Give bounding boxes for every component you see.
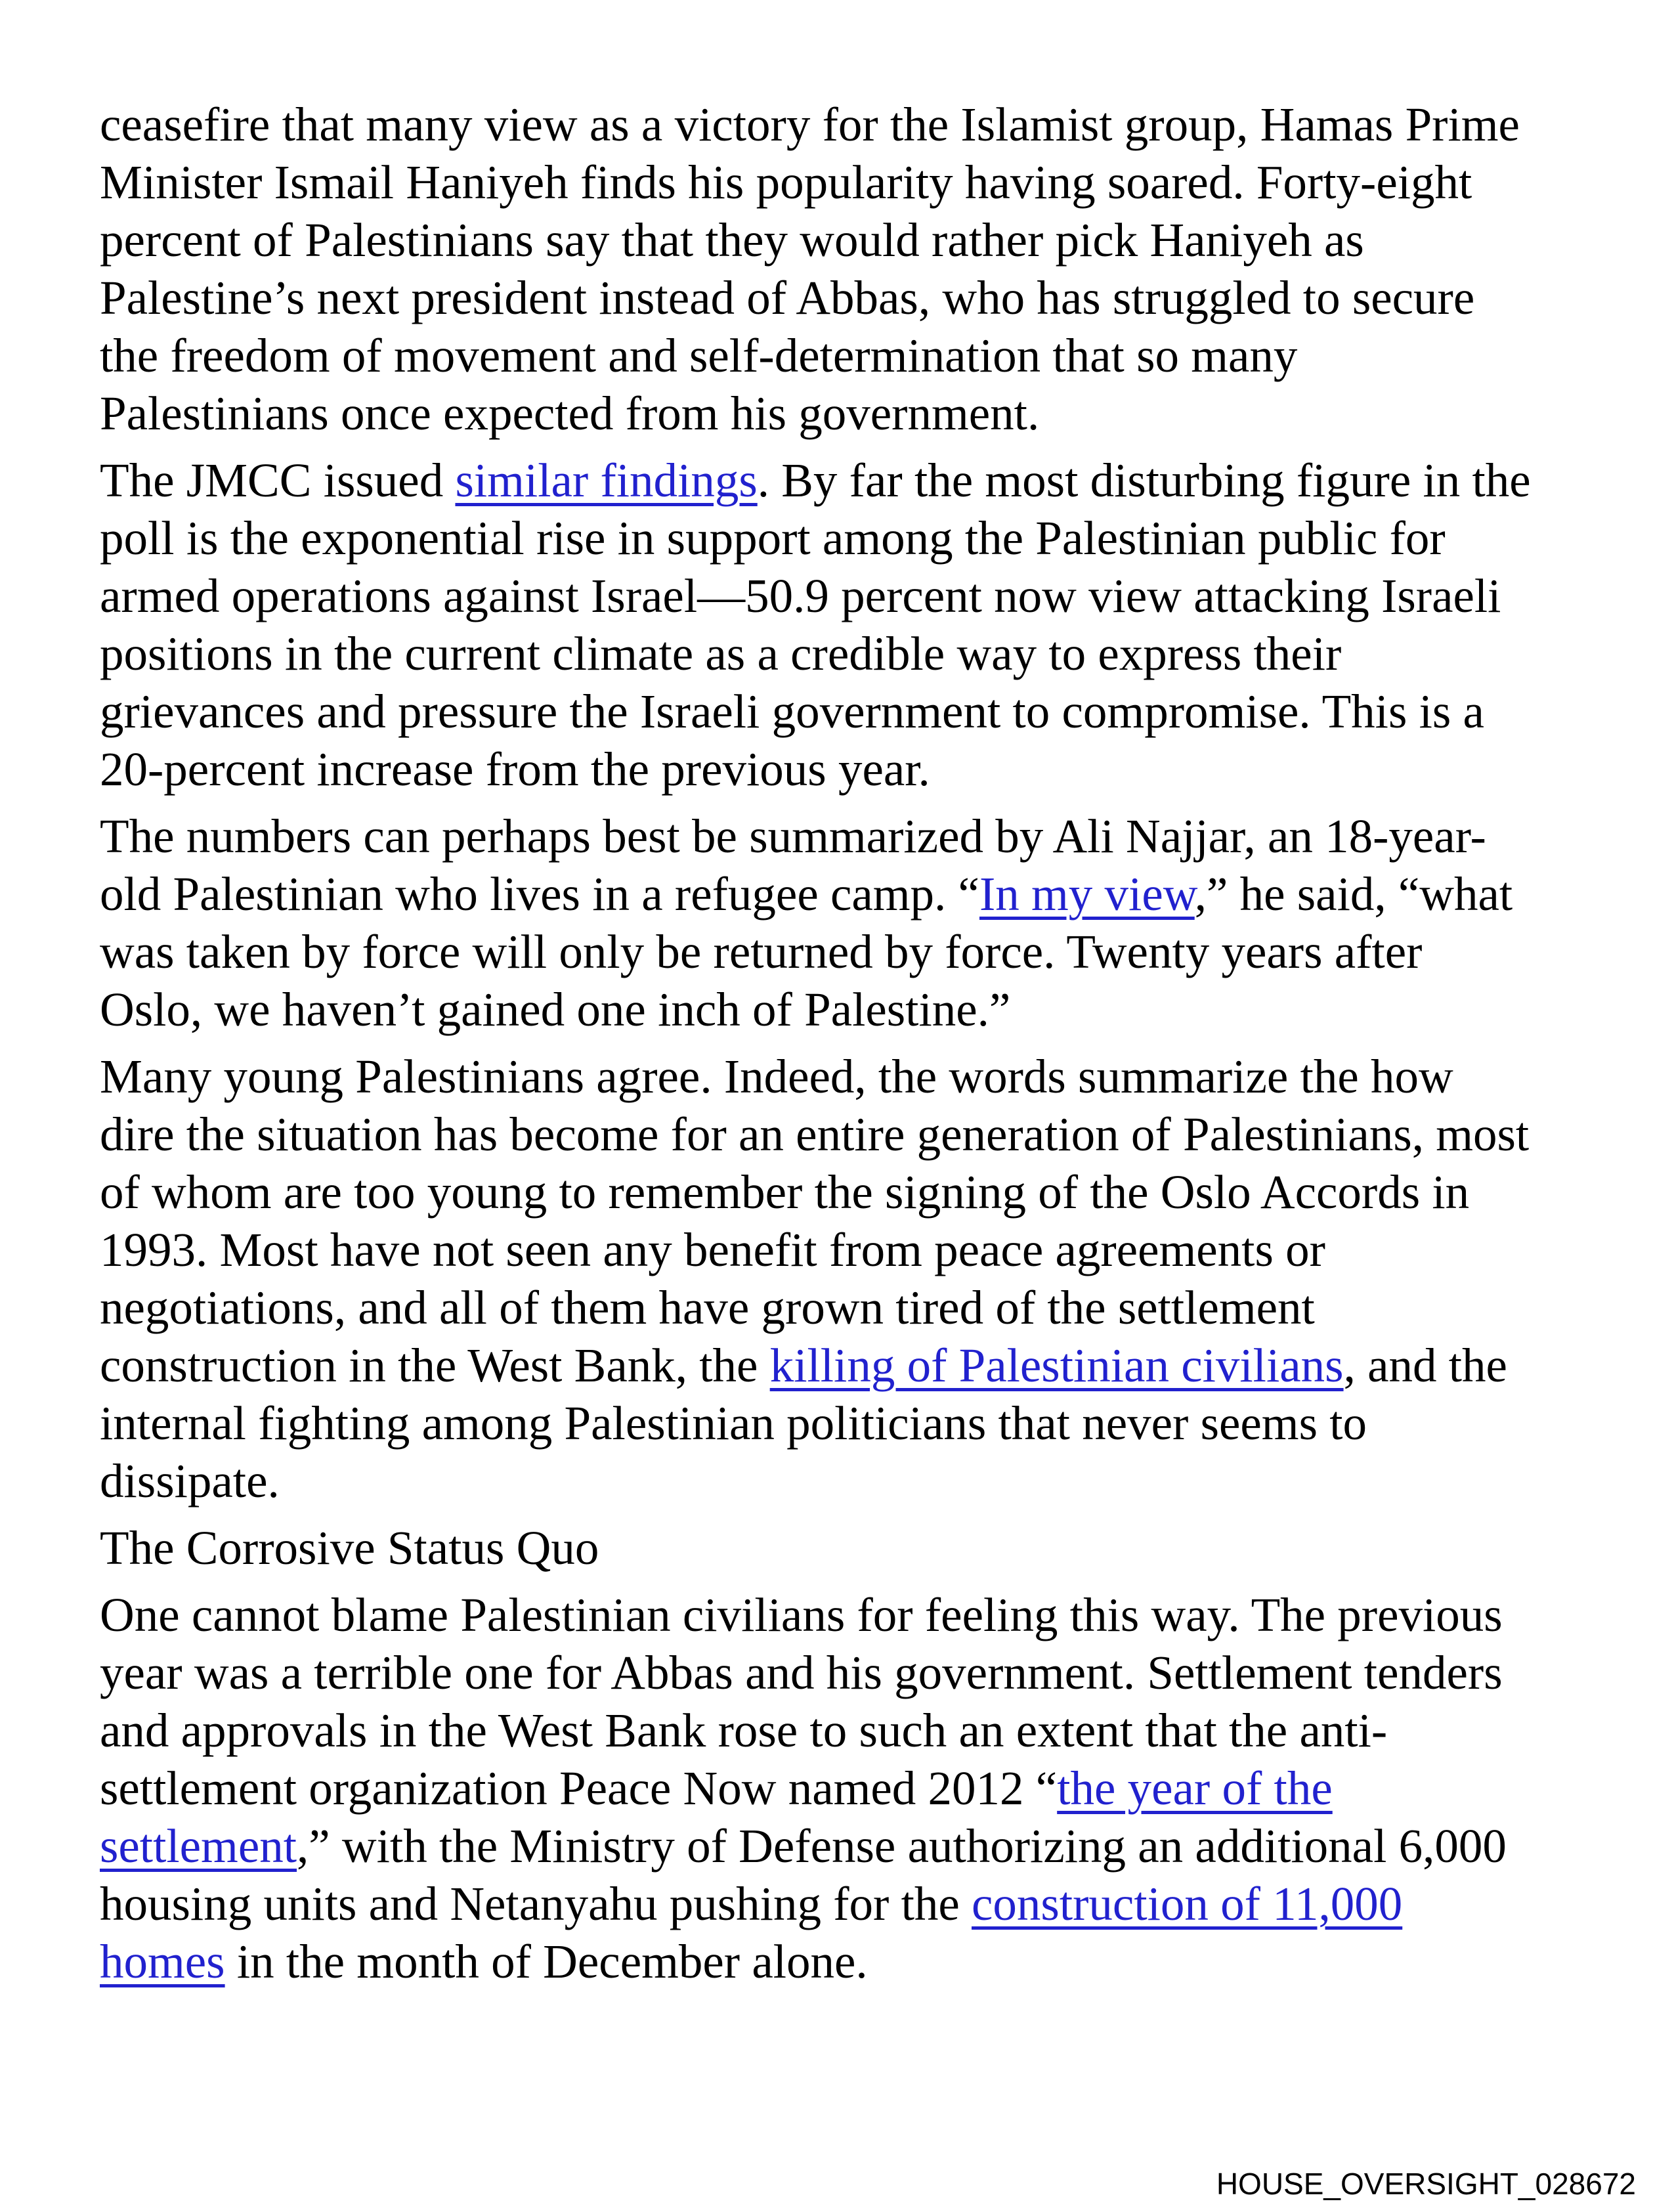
- text-segment: dire the situation has become for an entire generation of Palestinians, most: [100, 1108, 1530, 1161]
- text-line: [100, 1452, 1590, 1510]
- text-segment: Palestinians once expected from his government.: [100, 387, 1040, 440]
- text-line: [100, 741, 1590, 798]
- text-line: [100, 1875, 1590, 1933]
- link-in-my-view[interactable]: In my view: [979, 867, 1195, 921]
- text-segment: percent of Palestinians say that they would rather pick Haniyeh as: [100, 213, 1364, 267]
- paragraph-ali-najjar-quote: [100, 808, 1590, 1039]
- text-segment: of whom are too young to remember the signing of the Oslo Accords in: [100, 1165, 1470, 1219]
- text-line: [100, 1279, 1590, 1337]
- text-segment: dissipate.: [100, 1454, 280, 1507]
- text-line: [100, 1221, 1590, 1279]
- text-line: [100, 1760, 1590, 1817]
- text-line: [100, 1048, 1590, 1106]
- text-line: [100, 683, 1590, 741]
- text-segment: and approvals in the West Bank rose to such an extent that the anti-: [100, 1704, 1388, 1757]
- text-line: [100, 808, 1590, 865]
- text-line: [100, 865, 1590, 923]
- text-segment: was taken by force will only be returned by force. Twenty years after: [100, 925, 1423, 978]
- text-segment: The JMCC issued: [100, 454, 456, 507]
- text-segment: year was a terrible one for Abbas and his government. Settlement tenders: [100, 1646, 1503, 1699]
- link-year-of-the-settlement-line1[interactable]: the year of the: [1057, 1762, 1333, 1815]
- text-line: [100, 154, 1590, 211]
- text-line: [100, 452, 1590, 510]
- paragraph-haniyeh-popularity: [100, 96, 1590, 443]
- text-line: [100, 1586, 1590, 1644]
- text-line: [100, 1395, 1590, 1452]
- text-segment: negotiations, and all of them have grown tired of the settlement: [100, 1281, 1315, 1334]
- text-segment: 20-percent increase from the previous year.: [100, 743, 930, 796]
- link-similar-findings[interactable]: similar findings: [455, 454, 758, 507]
- link-construction-of-11000-homes-line2[interactable]: homes: [100, 1935, 225, 1988]
- link-construction-of-11000-homes-line1[interactable]: construction of 11,000: [972, 1877, 1403, 1930]
- text-line: [100, 1933, 1590, 1991]
- text-line: [100, 625, 1590, 683]
- text-line: [100, 1817, 1590, 1875]
- document-content: [100, 96, 1590, 2000]
- paragraph-young-palestinians: [100, 1048, 1590, 1510]
- text-segment: poll is the exponential rise in support among the Palestinian public for: [100, 511, 1446, 565]
- text-segment: 1993. Most have not seen any benefit from peace agreements or: [100, 1223, 1325, 1276]
- text-segment: Oslo, we haven’t gained one inch of Palestine.”: [100, 983, 1011, 1036]
- paragraph-jmcc-poll: [100, 452, 1590, 798]
- text-line: [100, 1337, 1590, 1395]
- text-segment: internal fighting among Palestinian politicians that never seems to: [100, 1397, 1367, 1450]
- text-line: [100, 1163, 1590, 1221]
- text-line: [100, 1519, 1590, 1577]
- text-segment: Palestine’s next president instead of Abbas, who has struggled to secure: [100, 271, 1475, 324]
- text-line: [100, 327, 1590, 385]
- text-segment: the freedom of movement and self-determination that so many: [100, 329, 1298, 382]
- text-segment: , and the: [1343, 1339, 1507, 1392]
- text-segment: construction in the West Bank, the: [100, 1339, 770, 1392]
- text-segment: grievances and pressure the Israeli government to compromise. This is a: [100, 685, 1484, 738]
- text-line: [100, 385, 1590, 443]
- text-segment: Many young Palestinians agree. Indeed, the words summarize the how: [100, 1050, 1453, 1103]
- paragraph-settlement-tenders: [100, 1586, 1590, 1991]
- text-segment: housing units and Netanyahu pushing for the: [100, 1877, 972, 1930]
- text-segment: positions in the current climate as a credible way to express their: [100, 627, 1342, 680]
- text-segment: ceasefire that many view as a victory for the Islamist group, Hamas Prime: [100, 98, 1520, 151]
- text-segment: old Palestinian who lives in a refugee camp. “: [100, 867, 979, 921]
- link-year-of-the-settlement-line2[interactable]: settlement: [100, 1819, 297, 1873]
- text-line: [100, 567, 1590, 625]
- text-segment: One cannot blame Palestinian civilians for feeling this way. The previous: [100, 1588, 1503, 1641]
- text-segment: settlement organization Peace Now named 2012 “: [100, 1762, 1058, 1815]
- text-segment: armed operations against Israel—50.9 percent now view attacking Israeli: [100, 569, 1501, 622]
- text-line: [100, 211, 1590, 269]
- bates-number: HOUSE_OVERSIGHT_028672: [1216, 2167, 1636, 2201]
- text-line: [100, 923, 1590, 981]
- text-line: [100, 269, 1590, 327]
- text-line: [100, 981, 1590, 1039]
- text-segment: The numbers can perhaps best be summarized by Ali Najjar, an 18-year-: [100, 810, 1486, 863]
- text-segment: Minister Ismail Haniyeh finds his popularity having soared. Forty-eight: [100, 156, 1472, 209]
- text-segment: ,” with the Ministry of Defense authorizing an additional 6,000: [297, 1819, 1507, 1873]
- text-segment: in the month of December alone.: [225, 1935, 868, 1988]
- link-killing-of-palestinian-civilians[interactable]: killing of Palestinian civilians: [769, 1339, 1344, 1392]
- heading-corrosive-status-quo: [100, 1519, 1590, 1577]
- text-line: [100, 510, 1590, 567]
- text-segment: . By far the most disturbing figure in the: [757, 454, 1531, 507]
- text-line: [100, 1106, 1590, 1163]
- text-segment: ,” he said, “what: [1194, 867, 1513, 921]
- text-line: [100, 1644, 1590, 1702]
- text-line: [100, 1702, 1590, 1760]
- text-segment: The Corrosive Status Quo: [100, 1521, 599, 1574]
- text-line: [100, 96, 1590, 154]
